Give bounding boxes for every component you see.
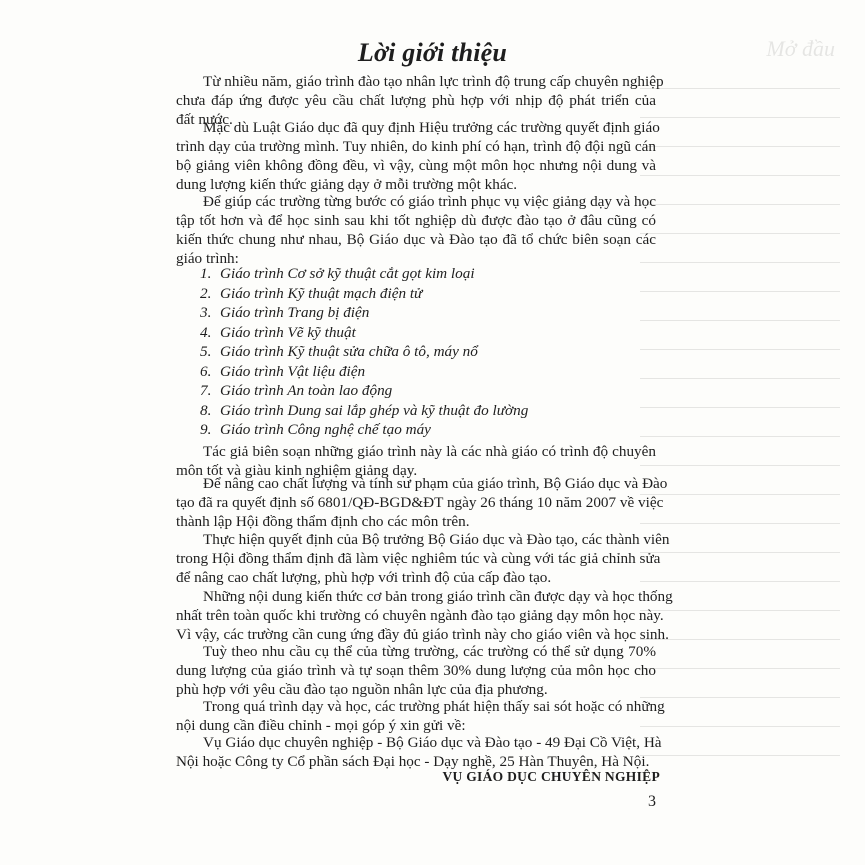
text-line: Mặc dù Luật Giáo dục đã quy định Hiệu trưởng các trường quyết định giáo [203,119,660,136]
text-line: Trong quá trình dạy và học, các trường phát hiện thấy sai sót hoặc có những [203,698,665,715]
text-line: Từ nhiều năm, giáo trình đào tạo nhân lực trình độ trung cấp chuyên nghiệp [203,73,664,90]
list-item: 6. Giáo trình Vật liệu điện [200,362,366,380]
text-line: Để giúp các trường từng bước có giáo trình phục vụ việc giảng dạy và học [203,193,656,210]
text-line: môn tốt và giàu kinh nghiệm giảng dạy. [176,462,418,479]
text-line: đất nước. [176,111,233,128]
list-item: 5. Giáo trình Kỹ thuật sửa chữa ô tô, máy nổ [200,343,478,360]
text-line: Vì vậy, các trường cần cung ứng đầy đủ giáo trình này cho giáo viên và học sinh. [176,626,669,643]
paragraph-purpose [176,192,656,268]
list-item: 3. Giáo trình Trang bị điện [200,304,370,321]
text-line: trong Hội đồng thẩm định đã làm việc nghiêm túc và cùng với tác giả chỉnh sửa [176,550,661,567]
textbook-list [200,264,650,440]
text-line: Tuỳ theo nhu cầu cụ thể của từng trường, các trường có thể sử dụng 70% [203,643,656,660]
text-line: thành lập Hội đồng thẩm định cho các môn trên. [176,513,470,530]
signature: VỤ GIÁO DỤC CHUYÊN NGHIỆP [442,769,660,784]
paragraph-address [176,733,662,771]
list-item: 2. Giáo trình Kỹ thuật mạch điện tử [200,284,423,302]
list-item: 8. Giáo trình Dung sai lắp ghép và kỹ thuật đo lường [200,401,529,419]
paragraph-usage [176,642,656,699]
text-line: chưa đáp ứng được yêu cầu chất lượng phù hợp với nhịp độ phát triển của [176,92,656,109]
text-line: trình dạy của trường mình. Tuy nhiên, do kinh phí có hạn, trình độ đội ngũ cán [176,138,656,155]
text-line: bộ giảng viên không đồng đều, vì vậy, cùng một môn học nhưng nội dung và [176,157,656,174]
bleed-through-title: Mở đầu [766,36,835,61]
paragraph-content [176,587,673,644]
text-line: Để nâng cao chất lượng và tính sư phạm của giáo trình, Bộ Giáo dục và Đào [203,475,668,492]
text-line: Tác giả biên soạn những giáo trình này là các nhà giáo có trình độ chuyên [203,443,656,460]
paragraph-decision [176,474,668,531]
text-line: dung lượng kiến thức giảng dạy ở mỗi trường một khác. [176,176,518,193]
list-item: 4. Giáo trình Vẽ kỹ thuật [200,323,356,341]
page-title: Lời giới thiệu [357,38,508,67]
paragraph-law [176,118,660,194]
text-line: giáo trình: [176,250,239,267]
list-item: 7. Giáo trình An toàn lao động [200,382,393,399]
paragraph-feedback [176,697,665,735]
text-line: tạo đã ra quyết định số 6801/QĐ-BGD&ĐT ngày 26 tháng 10 năm 2007 về việc [176,494,664,511]
text-line: kiến thức chung như nhau, Bộ Giáo dục và Đào tạo đã tổ chức biên soạn các [176,231,656,248]
list-item: 1. Giáo trình Cơ sở kỹ thuật cắt gọt kim loại [200,265,475,282]
text-line: Thực hiện quyết định của Bộ trưởng Bộ Giáo dục và Đào tạo, các thành viên [203,531,670,548]
text-line: tập tốt hơn và để học sinh sau khi tốt nghiệp dù được đào tạo ở đâu cũng có [176,212,656,229]
text-line: để nâng cao chất lượng, phù hợp với trình độ của cấp đào tạo. [176,569,552,586]
page-number: 3 [648,793,656,810]
bleed-through-text [640,30,865,820]
text-line: nhất trên toàn quốc khi trường có chuyên ngành đào tạo giảng dạy môn học này. [176,607,664,624]
text-line: Những nội dung kiến thức cơ bản trong giáo trình cần được dạy và học thống [203,588,673,605]
text-line: Nội hoặc Công ty Cổ phần sách Đại học - Dạy nghề, 25 Hàn Thuyên, Hà Nội. [176,753,650,770]
text-line: phù hợp với yêu cầu đào tạo nguồn nhân lực của địa phương. [176,681,548,698]
text-line: dung lượng của giáo trình và tự soạn thêm 30% dung lượng của môn học cho [176,662,656,679]
text-line: nội dung cần điều chỉnh - mọi góp ý xin gửi về: [176,717,466,734]
text-line: Vụ Giáo dục chuyên nghiệp - Bộ Giáo dục và Đào tạo - 49 Đại Cồ Việt, Hà [203,734,662,751]
paragraph-council [176,530,670,587]
list-item: 9. Giáo trình Công nghệ chế tạo máy [200,421,431,438]
